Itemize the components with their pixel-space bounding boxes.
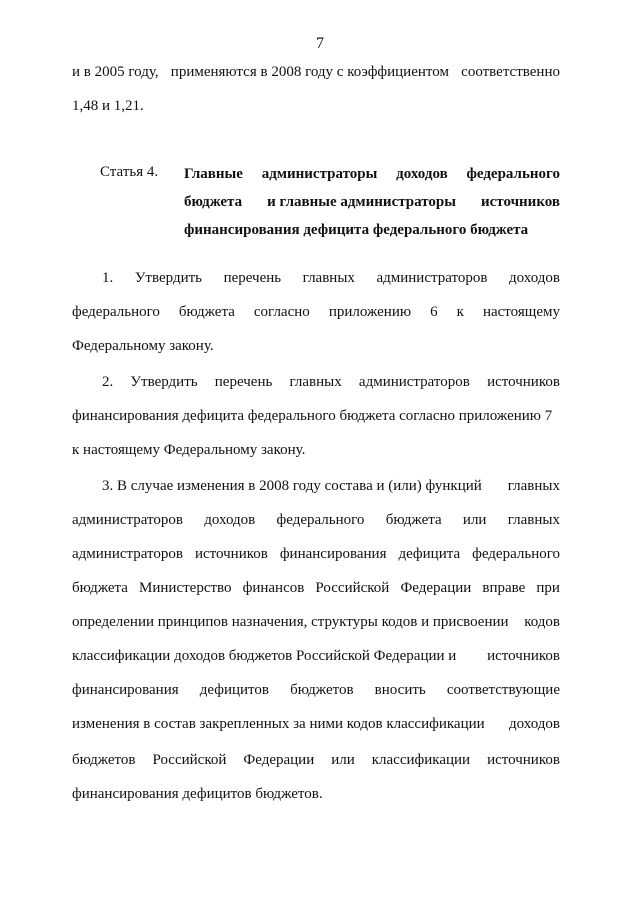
text-segment: доходов: [509, 716, 560, 732]
text-segment: при: [536, 580, 560, 596]
text-segment: главных: [507, 478, 560, 494]
text-segment: финансов: [242, 580, 305, 596]
text-segment: администраторов: [72, 546, 183, 562]
text-segment: Федерации: [400, 580, 472, 596]
item1-line-3: Федеральному закону.: [72, 338, 214, 354]
text-segment: Утвердить: [134, 270, 202, 286]
text-segment: кодов: [524, 614, 560, 630]
item2-line-2: финансирования дефицита федерального бюджета согласно приложению 7: [72, 408, 553, 424]
text-segment: главных: [507, 512, 560, 528]
text-segment: источников: [481, 194, 560, 210]
intro-line-2: 1,48 и 1,21.: [72, 98, 144, 114]
text-segment: администраторов: [72, 512, 183, 528]
text-segment: вносить: [374, 682, 426, 698]
item3-line-2: [72, 510, 560, 530]
item2-line-1: [102, 372, 560, 392]
item3-line-8: [72, 714, 560, 734]
item3-line-4: [72, 578, 560, 598]
text-segment: финансирования: [72, 682, 179, 698]
text-segment: доходов: [396, 166, 448, 182]
text-segment: к: [456, 304, 464, 320]
text-segment: главных: [302, 270, 355, 286]
text-segment: классификации доходов бюджетов Российской Федерации и: [72, 648, 457, 664]
text-segment: федерального: [276, 512, 365, 528]
text-segment: соответствующие: [446, 682, 560, 698]
text-segment: федерального: [72, 304, 160, 320]
item2-line-3: к настоящему Федеральному закону.: [72, 442, 306, 458]
page-number: 7: [316, 35, 324, 52]
text-segment: и главные администраторы: [267, 194, 456, 210]
item1-line-1: [102, 268, 560, 288]
text-segment: классификации: [371, 752, 471, 768]
text-segment: администраторов: [358, 374, 470, 390]
text-segment: Главные: [184, 166, 243, 182]
text-segment: бюджетов: [72, 752, 136, 768]
text-segment: 3. В случае изменения в 2008 году состава и (или) функций: [102, 478, 482, 494]
text-segment: согласно: [253, 304, 310, 320]
intro-line-1: [72, 62, 560, 82]
text-segment: бюджета: [385, 512, 442, 528]
item3-line-6: [72, 646, 560, 666]
text-segment: бюджетов: [290, 682, 354, 698]
text-segment: вправе: [482, 580, 526, 596]
text-segment: бюджета: [184, 194, 243, 210]
text-segment: администраторы: [261, 166, 378, 182]
text-segment: доходов: [509, 270, 560, 286]
item3-line-10: финансирования дефицитов бюджетов.: [72, 786, 323, 802]
text-segment: главных: [289, 374, 342, 390]
text-segment: настоящему: [482, 304, 560, 320]
text-segment: 1.: [102, 270, 114, 286]
text-segment: доходов: [204, 512, 256, 528]
text-segment: перечень: [214, 374, 273, 390]
text-segment: перечень: [223, 270, 282, 286]
text-segment: Российской: [152, 752, 227, 768]
text-segment: дефицитов: [199, 682, 269, 698]
text-segment: Российской: [315, 580, 390, 596]
item3-line-3: [72, 544, 560, 564]
item1-line-2: [72, 302, 560, 322]
text-segment: бюджета: [178, 304, 235, 320]
text-segment: администраторов: [376, 270, 488, 286]
text-segment: соответственно: [461, 64, 560, 80]
item3-line-1: [102, 476, 560, 496]
article-title-line-1: [184, 164, 560, 184]
article-title-line-3: финансирования дефицита федерального бюджета: [184, 222, 529, 238]
text-segment: определении принципов назначения, структуры кодов и присвоении: [72, 614, 509, 630]
text-segment: приложению: [328, 304, 412, 320]
text-segment: источников: [487, 374, 560, 390]
text-segment: 6: [430, 304, 438, 320]
text-segment: источников: [487, 648, 560, 664]
text-segment: изменения в состав закрепленных за ними кодов классификации: [72, 716, 485, 732]
text-segment: 2.: [102, 374, 114, 390]
text-segment: или: [462, 512, 487, 528]
article-title-line-2: [184, 192, 560, 212]
item3-line-5: [72, 612, 560, 632]
text-segment: и в 2005 году,: [72, 64, 159, 80]
item3-line-7: [72, 680, 560, 700]
article-label: Статья 4.: [100, 164, 159, 180]
text-segment: применяются в 2008 году с коэффициентом: [170, 64, 449, 80]
text-segment: источников: [487, 752, 560, 768]
text-segment: Утвердить: [130, 374, 198, 390]
text-segment: Министерство: [139, 580, 232, 596]
text-segment: бюджета: [72, 580, 128, 596]
text-segment: источников: [194, 546, 268, 562]
text-segment: федерального: [466, 166, 560, 182]
text-segment: федерального: [472, 546, 560, 562]
text-segment: Федерации: [243, 752, 315, 768]
item3-line-9: [72, 750, 560, 770]
text-segment: дефицита: [398, 546, 461, 562]
text-segment: финансирования: [279, 546, 387, 562]
text-segment: или: [331, 752, 355, 768]
